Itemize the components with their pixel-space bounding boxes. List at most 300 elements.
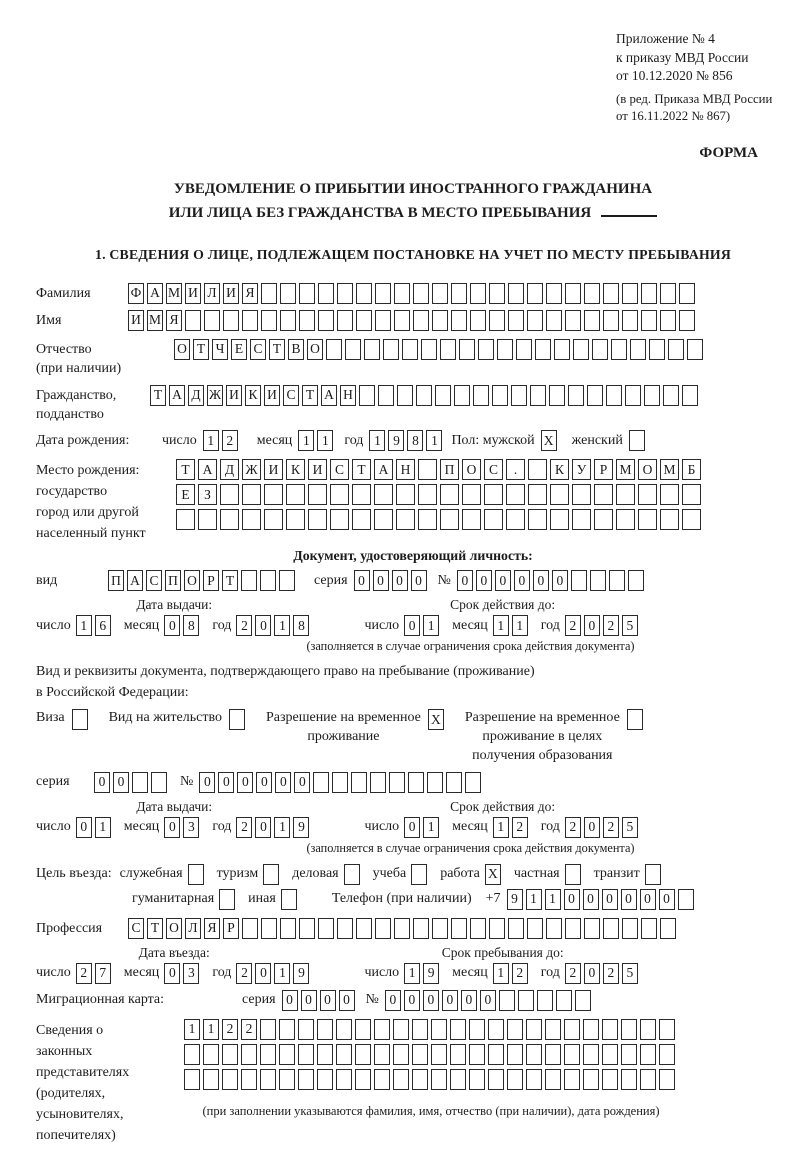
rvp-cell[interactable]: X <box>428 709 444 730</box>
representatives-cell[interactable] <box>393 1019 409 1040</box>
stay-day-cell[interactable]: 9 <box>423 963 439 984</box>
surname-cell[interactable] <box>261 283 277 304</box>
birthplace-cell[interactable]: С <box>330 459 349 480</box>
birthplace-cell[interactable] <box>220 509 239 530</box>
representatives-cell[interactable] <box>640 1044 656 1065</box>
representatives-cell[interactable] <box>241 1069 257 1090</box>
iddoc-kind-cell[interactable]: Т <box>222 570 238 591</box>
migcard-number-cell[interactable] <box>575 990 591 1011</box>
representatives-cell[interactable] <box>526 1044 542 1065</box>
migcard-series-cell[interactable]: 0 <box>339 990 355 1011</box>
iddoc-kind-cell[interactable]: П <box>108 570 124 591</box>
profession-cell[interactable] <box>242 918 258 939</box>
profession-cell[interactable] <box>413 918 429 939</box>
firstname-cell[interactable] <box>280 310 296 331</box>
surname-cell[interactable] <box>489 283 505 304</box>
birthplace-cell[interactable] <box>638 509 657 530</box>
surname-cell[interactable] <box>679 283 695 304</box>
iddoc-expiry-year-cell[interactable]: 5 <box>622 615 638 636</box>
iddoc-number-cell[interactable]: 0 <box>533 570 549 591</box>
purpose-cell[interactable] <box>263 864 279 885</box>
birthplace-cell[interactable] <box>484 509 503 530</box>
profession-cell[interactable] <box>660 918 676 939</box>
staydoc-expiry-year-cell[interactable]: 2 <box>565 817 581 838</box>
patronymic-cell[interactable]: Ч <box>212 339 228 360</box>
patronymic-cell[interactable]: О <box>307 339 323 360</box>
staydoc-number-cell[interactable]: 0 <box>237 772 253 793</box>
citizenship-cell[interactable] <box>511 385 527 406</box>
staydoc-expiry-month-cell[interactable]: 2 <box>512 817 528 838</box>
profession-cell[interactable] <box>318 918 334 939</box>
birthplace-cell[interactable] <box>308 484 327 505</box>
surname-cell[interactable]: Л <box>204 283 220 304</box>
citizenship-cell[interactable] <box>492 385 508 406</box>
birthplace-cell[interactable]: Б <box>682 459 701 480</box>
representatives-cell[interactable] <box>545 1019 561 1040</box>
surname-cell[interactable] <box>546 283 562 304</box>
patronymic-cell[interactable] <box>535 339 551 360</box>
representatives-cell[interactable] <box>602 1044 618 1065</box>
firstname-cell[interactable] <box>223 310 239 331</box>
birthplace-cell[interactable] <box>484 484 503 505</box>
profession-cell[interactable] <box>508 918 524 939</box>
representatives-cell[interactable] <box>241 1044 257 1065</box>
profession-cell[interactable] <box>565 918 581 939</box>
patronymic-cell[interactable] <box>402 339 418 360</box>
phone-cell[interactable]: 0 <box>659 889 675 910</box>
firstname-cell[interactable]: М <box>147 310 163 331</box>
iddoc-expiry-year-cell[interactable]: 0 <box>584 615 600 636</box>
firstname-cell[interactable] <box>679 310 695 331</box>
representatives-cell[interactable] <box>374 1044 390 1065</box>
citizenship-cell[interactable] <box>397 385 413 406</box>
firstname-cell[interactable] <box>299 310 315 331</box>
sex-female-cell[interactable] <box>629 430 645 451</box>
representatives-cell[interactable] <box>545 1044 561 1065</box>
firstname-cell[interactable] <box>470 310 486 331</box>
birthplace-cell[interactable] <box>572 509 591 530</box>
iddoc-expiry-year-cell[interactable]: 2 <box>603 615 619 636</box>
representatives-cell[interactable] <box>545 1069 561 1090</box>
firstname-cell[interactable] <box>356 310 372 331</box>
patronymic-cell[interactable] <box>592 339 608 360</box>
iddoc-issue-year-cell[interactable]: 2 <box>236 615 252 636</box>
staydoc-series-cell[interactable] <box>151 772 167 793</box>
stay-day-cell[interactable]: 1 <box>404 963 420 984</box>
phone-cell[interactable]: 0 <box>640 889 656 910</box>
staydoc-number-cell[interactable] <box>427 772 443 793</box>
birthplace-cell[interactable] <box>528 509 547 530</box>
iddoc-number-cell[interactable] <box>628 570 644 591</box>
migcard-number-cell[interactable]: 0 <box>461 990 477 1011</box>
iddoc-series-cell[interactable]: 0 <box>411 570 427 591</box>
patronymic-cell[interactable]: В <box>288 339 304 360</box>
patronymic-cell[interactable] <box>364 339 380 360</box>
visa-cell[interactable] <box>72 709 88 730</box>
surname-cell[interactable]: А <box>147 283 163 304</box>
representatives-cell[interactable] <box>355 1044 371 1065</box>
birthplace-cell[interactable] <box>506 484 525 505</box>
staydoc-number-cell[interactable] <box>313 772 329 793</box>
citizenship-cell[interactable] <box>568 385 584 406</box>
representatives-cell[interactable] <box>336 1019 352 1040</box>
representatives-cell[interactable] <box>507 1044 523 1065</box>
iddoc-kind-cell[interactable]: С <box>146 570 162 591</box>
birthplace-cell[interactable] <box>418 459 437 480</box>
citizenship-cell[interactable] <box>587 385 603 406</box>
firstname-cell[interactable] <box>641 310 657 331</box>
representatives-cell[interactable] <box>488 1044 504 1065</box>
birthplace-cell[interactable]: С <box>484 459 503 480</box>
staydoc-issue-year-cell[interactable]: 1 <box>274 817 290 838</box>
birthplace-cell[interactable] <box>616 484 635 505</box>
citizenship-cell[interactable]: Н <box>340 385 356 406</box>
surname-cell[interactable] <box>660 283 676 304</box>
representatives-cell[interactable] <box>640 1069 656 1090</box>
representatives-cell[interactable] <box>602 1069 618 1090</box>
migcard-number-cell[interactable]: 0 <box>423 990 439 1011</box>
representatives-cell[interactable] <box>659 1019 675 1040</box>
staydoc-issue-day-cell[interactable]: 1 <box>95 817 111 838</box>
staydoc-series-cell[interactable]: 0 <box>113 772 129 793</box>
birthplace-cell[interactable]: А <box>198 459 217 480</box>
citizenship-cell[interactable] <box>416 385 432 406</box>
representatives-cell[interactable]: 2 <box>241 1019 257 1040</box>
profession-cell[interactable] <box>432 918 448 939</box>
firstname-cell[interactable] <box>261 310 277 331</box>
birthplace-cell[interactable] <box>220 484 239 505</box>
birthplace-cell[interactable] <box>550 484 569 505</box>
birthplace-cell[interactable] <box>528 459 547 480</box>
birthplace-cell[interactable] <box>440 509 459 530</box>
representatives-cell[interactable] <box>659 1069 675 1090</box>
firstname-cell[interactable] <box>527 310 543 331</box>
firstname-cell[interactable] <box>508 310 524 331</box>
staydoc-series-cell[interactable]: 0 <box>94 772 110 793</box>
representatives-cell[interactable] <box>488 1019 504 1040</box>
citizenship-cell[interactable]: К <box>245 385 261 406</box>
purpose-cell[interactable] <box>344 864 360 885</box>
representatives-cell[interactable] <box>507 1069 523 1090</box>
patronymic-cell[interactable]: Т <box>269 339 285 360</box>
patronymic-cell[interactable] <box>326 339 342 360</box>
birthplace-cell[interactable] <box>594 484 613 505</box>
representatives-cell[interactable] <box>564 1069 580 1090</box>
birthplace-cell[interactable] <box>440 484 459 505</box>
citizenship-cell[interactable] <box>473 385 489 406</box>
birthplace-cell[interactable]: Т <box>352 459 371 480</box>
entry-day-cell[interactable]: 7 <box>95 963 111 984</box>
patronymic-cell[interactable] <box>687 339 703 360</box>
patronymic-cell[interactable] <box>516 339 532 360</box>
birthplace-cell[interactable] <box>418 509 437 530</box>
citizenship-cell[interactable]: С <box>283 385 299 406</box>
patronymic-cell[interactable]: О <box>174 339 190 360</box>
iddoc-series-cell[interactable]: 0 <box>373 570 389 591</box>
iddoc-kind-cell[interactable]: О <box>184 570 200 591</box>
iddoc-number-cell[interactable]: 0 <box>476 570 492 591</box>
representatives-cell[interactable] <box>602 1019 618 1040</box>
profession-cell[interactable] <box>470 918 486 939</box>
birthplace-cell[interactable]: А <box>374 459 393 480</box>
patronymic-cell[interactable] <box>440 339 456 360</box>
profession-cell[interactable] <box>337 918 353 939</box>
representatives-cell[interactable] <box>583 1069 599 1090</box>
birthplace-cell[interactable]: З <box>198 484 217 505</box>
profession-cell[interactable] <box>641 918 657 939</box>
citizenship-cell[interactable] <box>625 385 641 406</box>
birthplace-cell[interactable] <box>462 509 481 530</box>
iddoc-number-cell[interactable] <box>609 570 625 591</box>
representatives-cell[interactable] <box>374 1019 390 1040</box>
iddoc-number-cell[interactable]: 0 <box>514 570 530 591</box>
representatives-cell[interactable] <box>583 1044 599 1065</box>
stay-month-cell[interactable]: 2 <box>512 963 528 984</box>
citizenship-cell[interactable] <box>378 385 394 406</box>
migcard-series-cell[interactable]: 0 <box>301 990 317 1011</box>
surname-cell[interactable] <box>508 283 524 304</box>
staydoc-issue-year-cell[interactable]: 9 <box>293 817 309 838</box>
representatives-cell[interactable] <box>564 1019 580 1040</box>
citizenship-cell[interactable] <box>454 385 470 406</box>
patronymic-cell[interactable] <box>459 339 475 360</box>
patronymic-cell[interactable] <box>573 339 589 360</box>
birthplace-cell[interactable]: П <box>440 459 459 480</box>
birthplace-cell[interactable] <box>330 509 349 530</box>
profession-cell[interactable] <box>375 918 391 939</box>
representatives-cell[interactable] <box>393 1069 409 1090</box>
patronymic-cell[interactable] <box>383 339 399 360</box>
representatives-cell[interactable] <box>298 1019 314 1040</box>
surname-cell[interactable] <box>527 283 543 304</box>
patronymic-cell[interactable] <box>630 339 646 360</box>
firstname-cell[interactable] <box>546 310 562 331</box>
representatives-cell[interactable] <box>260 1044 276 1065</box>
representatives-cell[interactable] <box>260 1019 276 1040</box>
birthplace-cell[interactable]: И <box>264 459 283 480</box>
phone-cell[interactable]: 1 <box>526 889 542 910</box>
rvp-edu-cell[interactable] <box>627 709 643 730</box>
representatives-cell[interactable] <box>279 1069 295 1090</box>
iddoc-issue-month-cell[interactable]: 8 <box>183 615 199 636</box>
representatives-cell[interactable] <box>184 1069 200 1090</box>
entry-year-cell[interactable]: 1 <box>274 963 290 984</box>
representatives-cell[interactable] <box>412 1069 428 1090</box>
patronymic-cell[interactable] <box>478 339 494 360</box>
migcard-number-cell[interactable] <box>499 990 515 1011</box>
profession-cell[interactable] <box>280 918 296 939</box>
birthplace-cell[interactable] <box>374 484 393 505</box>
stay-month-cell[interactable]: 1 <box>493 963 509 984</box>
firstname-cell[interactable] <box>603 310 619 331</box>
birthplace-cell[interactable]: Ж <box>242 459 261 480</box>
firstname-cell[interactable] <box>242 310 258 331</box>
firstname-cell[interactable] <box>451 310 467 331</box>
stay-year-cell[interactable]: 0 <box>584 963 600 984</box>
birthplace-cell[interactable] <box>682 484 701 505</box>
profession-cell[interactable] <box>299 918 315 939</box>
staydoc-number-cell[interactable]: 0 <box>275 772 291 793</box>
iddoc-number-cell[interactable] <box>571 570 587 591</box>
citizenship-cell[interactable] <box>682 385 698 406</box>
birth-month-cell[interactable]: 1 <box>317 430 333 451</box>
representatives-cell[interactable] <box>583 1019 599 1040</box>
iddoc-kind-cell[interactable] <box>241 570 257 591</box>
profession-cell[interactable] <box>356 918 372 939</box>
citizenship-cell[interactable]: Т <box>150 385 166 406</box>
staydoc-issue-year-cell[interactable]: 2 <box>236 817 252 838</box>
birthplace-cell[interactable] <box>352 509 371 530</box>
staydoc-series-cell[interactable] <box>132 772 148 793</box>
stay-year-cell[interactable]: 2 <box>603 963 619 984</box>
firstname-cell[interactable] <box>584 310 600 331</box>
entry-month-cell[interactable]: 3 <box>183 963 199 984</box>
title-fill-blank[interactable] <box>601 203 657 217</box>
birthplace-cell[interactable]: Е <box>176 484 195 505</box>
profession-cell[interactable] <box>261 918 277 939</box>
representatives-cell[interactable]: 2 <box>222 1019 238 1040</box>
representatives-cell[interactable] <box>203 1069 219 1090</box>
profession-cell[interactable]: О <box>166 918 182 939</box>
phone-cell[interactable]: 9 <box>507 889 523 910</box>
citizenship-cell[interactable]: Ж <box>207 385 223 406</box>
citizenship-cell[interactable] <box>663 385 679 406</box>
birthplace-cell[interactable]: Р <box>594 459 613 480</box>
representatives-cell[interactable] <box>450 1044 466 1065</box>
surname-cell[interactable] <box>356 283 372 304</box>
birthplace-cell[interactable] <box>264 484 283 505</box>
patronymic-cell[interactable] <box>345 339 361 360</box>
staydoc-number-cell[interactable] <box>389 772 405 793</box>
profession-cell[interactable] <box>489 918 505 939</box>
iddoc-number-cell[interactable]: 0 <box>457 570 473 591</box>
staydoc-number-cell[interactable]: 0 <box>294 772 310 793</box>
iddoc-issue-day-cell[interactable]: 6 <box>95 615 111 636</box>
profession-cell[interactable]: Р <box>223 918 239 939</box>
birth-year-cell[interactable]: 9 <box>388 430 404 451</box>
birth-year-cell[interactable]: 1 <box>369 430 385 451</box>
iddoc-expiry-year-cell[interactable]: 2 <box>565 615 581 636</box>
patronymic-cell[interactable] <box>497 339 513 360</box>
representatives-cell[interactable] <box>431 1044 447 1065</box>
birthplace-cell[interactable] <box>352 484 371 505</box>
migcard-number-cell[interactable]: 0 <box>404 990 420 1011</box>
iddoc-issue-day-cell[interactable]: 1 <box>76 615 92 636</box>
representatives-cell[interactable] <box>412 1044 428 1065</box>
iddoc-expiry-day-cell[interactable]: 0 <box>404 615 420 636</box>
representatives-cell[interactable] <box>317 1044 333 1065</box>
surname-cell[interactable] <box>451 283 467 304</box>
migcard-number-cell[interactable] <box>556 990 572 1011</box>
birthplace-cell[interactable]: К <box>286 459 305 480</box>
surname-cell[interactable]: Я <box>242 283 258 304</box>
firstname-cell[interactable] <box>489 310 505 331</box>
profession-cell[interactable] <box>546 918 562 939</box>
representatives-cell[interactable] <box>469 1019 485 1040</box>
birthplace-cell[interactable] <box>506 509 525 530</box>
representatives-cell[interactable] <box>279 1044 295 1065</box>
entry-year-cell[interactable]: 2 <box>236 963 252 984</box>
representatives-cell[interactable] <box>621 1069 637 1090</box>
representatives-cell[interactable] <box>298 1044 314 1065</box>
surname-cell[interactable]: М <box>166 283 182 304</box>
birth-day-cell[interactable]: 2 <box>222 430 238 451</box>
representatives-cell[interactable] <box>222 1069 238 1090</box>
surname-cell[interactable] <box>280 283 296 304</box>
representatives-cell[interactable] <box>336 1044 352 1065</box>
representatives-cell[interactable] <box>298 1069 314 1090</box>
birthplace-cell[interactable] <box>594 509 613 530</box>
iddoc-number-cell[interactable]: 0 <box>495 570 511 591</box>
citizenship-cell[interactable]: И <box>226 385 242 406</box>
birthplace-cell[interactable] <box>242 509 261 530</box>
birthplace-cell[interactable] <box>462 484 481 505</box>
representatives-cell[interactable] <box>412 1019 428 1040</box>
birthplace-cell[interactable] <box>660 509 679 530</box>
phone-cell[interactable] <box>678 889 694 910</box>
iddoc-number-cell[interactable] <box>590 570 606 591</box>
migcard-number-cell[interactable]: 0 <box>385 990 401 1011</box>
staydoc-issue-month-cell[interactable]: 3 <box>183 817 199 838</box>
birthplace-cell[interactable]: И <box>308 459 327 480</box>
birthplace-cell[interactable] <box>396 509 415 530</box>
birthplace-cell[interactable] <box>528 484 547 505</box>
entry-year-cell[interactable]: 0 <box>255 963 271 984</box>
profession-cell[interactable]: Т <box>147 918 163 939</box>
birthplace-cell[interactable]: . <box>506 459 525 480</box>
birthplace-cell[interactable] <box>396 484 415 505</box>
surname-cell[interactable] <box>565 283 581 304</box>
profession-cell[interactable] <box>394 918 410 939</box>
migcard-number-cell[interactable]: 0 <box>442 990 458 1011</box>
entry-year-cell[interactable]: 9 <box>293 963 309 984</box>
staydoc-expiry-day-cell[interactable]: 0 <box>404 817 420 838</box>
patronymic-cell[interactable] <box>421 339 437 360</box>
staydoc-number-cell[interactable] <box>351 772 367 793</box>
phone-cell[interactable]: 0 <box>564 889 580 910</box>
surname-cell[interactable] <box>641 283 657 304</box>
iddoc-kind-cell[interactable]: А <box>127 570 143 591</box>
birthplace-cell[interactable] <box>242 484 261 505</box>
phone-cell[interactable]: 1 <box>545 889 561 910</box>
patronymic-cell[interactable] <box>554 339 570 360</box>
representatives-cell[interactable] <box>469 1044 485 1065</box>
birthplace-cell[interactable] <box>616 509 635 530</box>
birthplace-cell[interactable] <box>286 509 305 530</box>
birth-day-cell[interactable]: 1 <box>203 430 219 451</box>
firstname-cell[interactable] <box>660 310 676 331</box>
firstname-cell[interactable] <box>204 310 220 331</box>
iddoc-kind-cell[interactable]: П <box>165 570 181 591</box>
representatives-cell[interactable] <box>260 1069 276 1090</box>
surname-cell[interactable] <box>432 283 448 304</box>
profession-cell[interactable]: Л <box>185 918 201 939</box>
migcard-number-cell[interactable]: 0 <box>480 990 496 1011</box>
birthplace-cell[interactable]: О <box>462 459 481 480</box>
surname-cell[interactable] <box>622 283 638 304</box>
profession-cell[interactable] <box>584 918 600 939</box>
citizenship-cell[interactable]: Д <box>188 385 204 406</box>
staydoc-number-cell[interactable]: 0 <box>199 772 215 793</box>
staydoc-number-cell[interactable] <box>465 772 481 793</box>
iddoc-expiry-day-cell[interactable]: 1 <box>423 615 439 636</box>
entry-month-cell[interactable]: 0 <box>164 963 180 984</box>
staydoc-expiry-month-cell[interactable]: 1 <box>493 817 509 838</box>
birth-year-cell[interactable]: 1 <box>426 430 442 451</box>
birthplace-cell[interactable] <box>638 484 657 505</box>
stay-year-cell[interactable]: 5 <box>622 963 638 984</box>
purpose-cell[interactable]: X <box>485 864 501 885</box>
